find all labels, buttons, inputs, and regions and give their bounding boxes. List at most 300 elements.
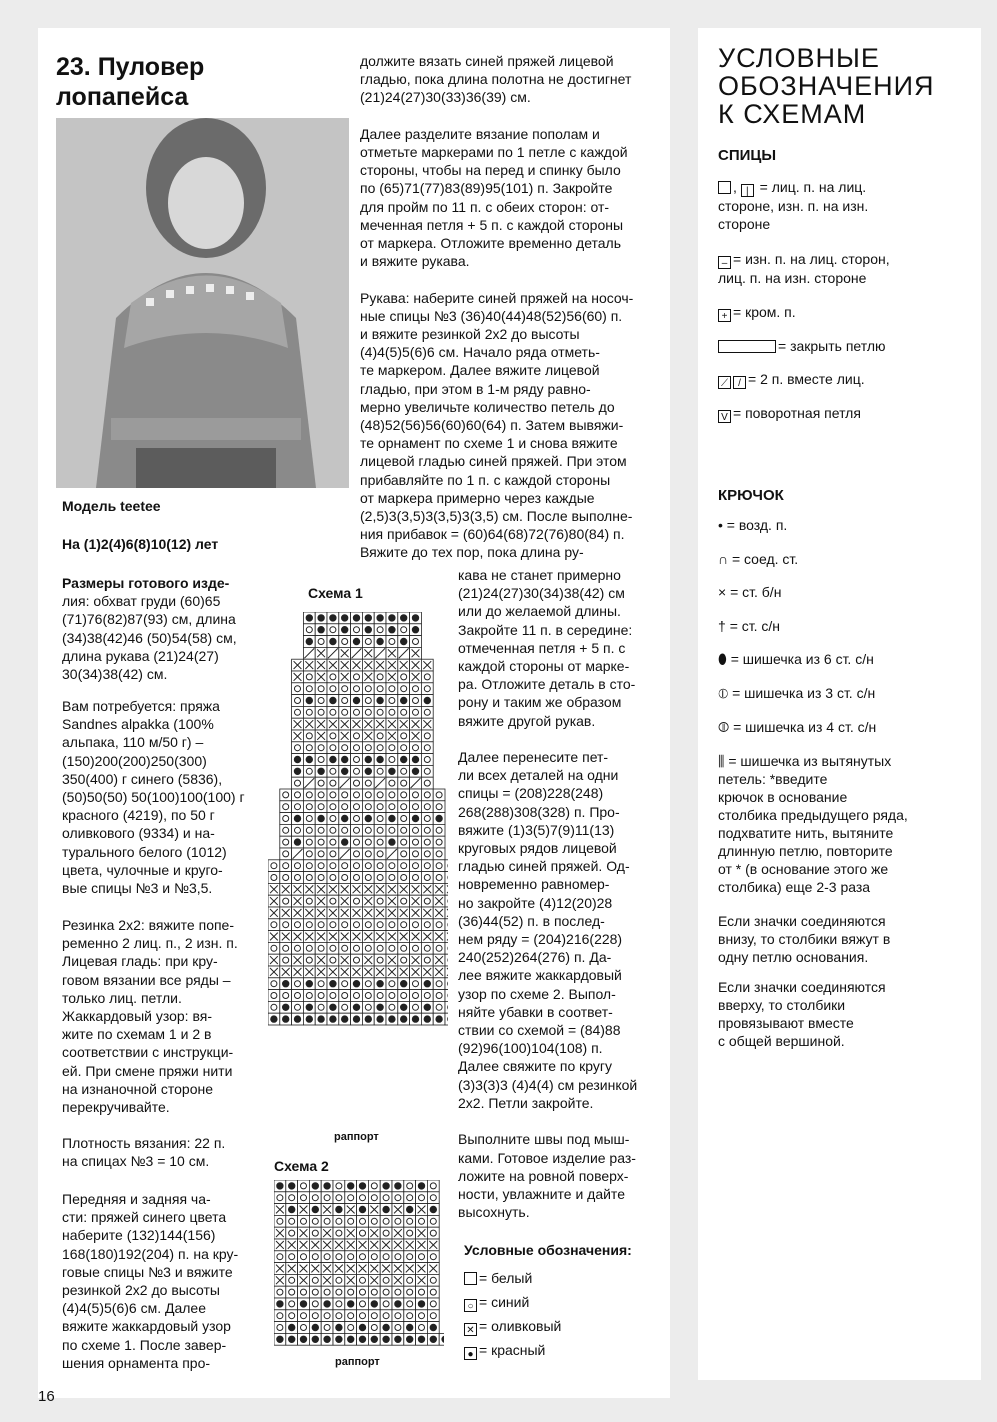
sym-sc: × = ст. б/н [718, 584, 782, 600]
sizes-line: (34)38(42)46 (50)54(58) см, [62, 629, 237, 646]
grid-mark [324, 1183, 330, 1189]
technique-line: Жаккардовый узор: вя- [62, 1008, 212, 1025]
grid-mark [401, 615, 407, 621]
grid-cell [351, 624, 363, 636]
grid-mark [365, 768, 371, 774]
grid-cell [410, 742, 422, 754]
grid-cell [427, 1251, 439, 1263]
grid-cell [351, 671, 363, 683]
bar-square-icon: | [741, 184, 754, 197]
grid-mark [283, 981, 289, 987]
text-line: ния прибавок = (60)64(68)72(76)80(84) п. [360, 526, 625, 543]
grid-cell [327, 954, 339, 966]
grid-cell [398, 824, 410, 836]
text-line: меченная петля + 5 п. с каждой стороны [360, 216, 624, 233]
grid-mark [306, 638, 312, 644]
bindoff-icon [718, 340, 776, 353]
grid-cell [333, 1192, 345, 1204]
grid-mark [395, 1336, 401, 1342]
model-photo [56, 118, 349, 488]
grid-cell [327, 824, 339, 836]
grid-cell [392, 1215, 404, 1227]
grid-cell [398, 624, 410, 636]
grid-mark [383, 1336, 389, 1342]
grid-mark [306, 981, 312, 987]
grid-cell [404, 1227, 416, 1239]
grid-mark [318, 615, 324, 621]
grid-mark [436, 1016, 442, 1022]
grid-cell [398, 789, 410, 801]
grid-cell [327, 624, 339, 636]
grid-cell [386, 942, 398, 954]
text-line: кава не станет примерно [458, 567, 621, 583]
text-line: (2,5)3(3,5)3(3,5)3(3,5) см. После выполне- [360, 508, 633, 525]
grid-mark [348, 1336, 354, 1342]
grid-mark [294, 768, 300, 774]
grid-cell [386, 990, 398, 1002]
grid-cell [286, 1274, 298, 1286]
grid-cell [374, 789, 386, 801]
grid-mark [342, 615, 348, 621]
materials-block [62, 697, 250, 897]
grid-cell [351, 801, 363, 813]
grid-cell [315, 777, 327, 789]
grid-cell [362, 777, 374, 789]
sizes-line: (71)76(82)87(93) см, длина [62, 611, 236, 628]
text-line: 268(288)308(328) п. Про- [458, 803, 620, 820]
materials-line: альпака, 110 м/50 г) – [62, 734, 204, 751]
front-back-block [62, 1190, 250, 1372]
technique-line: только лиц. петли. [62, 989, 182, 1006]
grid-cell [303, 683, 315, 695]
grid-cell [327, 848, 339, 860]
grid-mark [353, 981, 359, 987]
grid-cell [421, 860, 433, 872]
grid-cell [410, 695, 422, 707]
sym-dc: † = ст. с/н [718, 618, 781, 634]
grid-cell [421, 954, 433, 966]
text-line: Выполните швы под мыш- [458, 1131, 630, 1148]
grid-mark [377, 697, 383, 703]
grid-cell [286, 1251, 298, 1263]
grid-cell [421, 765, 433, 777]
grid-cell [292, 824, 304, 836]
grid-cell [303, 848, 315, 860]
grid-cell [427, 1180, 439, 1192]
grid-cell [362, 990, 374, 1002]
grid-cell [392, 1251, 404, 1263]
text-line: (3)3(3)3 (4)4(4) см резинкой [458, 1076, 638, 1093]
grid-cell [410, 848, 422, 860]
grid-cell [433, 860, 445, 872]
sym-edge: + = кром. п. [718, 303, 948, 322]
grid-mark [306, 697, 312, 703]
grid-mark [342, 1016, 348, 1022]
front-line: резинкой 2х2 до высоты [62, 1282, 220, 1299]
grid-cell [386, 824, 398, 836]
grid-cell [421, 671, 433, 683]
text-line: прибавляйте по 1 п. с каждой стороны [360, 471, 611, 488]
text-line: спицы = (208)228(248) [458, 785, 604, 802]
grid-cell [292, 789, 304, 801]
technique-line: Резинка 2х2: вяжите попе- [62, 917, 235, 933]
text-line: отметьте маркерами по 1 петле с каждой [360, 144, 628, 161]
text-line: стороны, чтобы на перед и спинку было [360, 162, 621, 179]
technique-line: ей. При смене пряжи нити [62, 1062, 233, 1079]
legend-white: = белый [464, 1270, 532, 1286]
bobble4-icon: ⦷ [718, 719, 734, 735]
grid-cell [333, 1274, 345, 1286]
grid-cell [404, 1180, 416, 1192]
legend-heading: УСЛОВНЫЕ ОБОЗНАЧЕНИЯ К СХЕМАМ [718, 43, 935, 129]
grid-cell [357, 1286, 369, 1298]
grid-cell [280, 860, 292, 872]
grid-cell [339, 872, 351, 884]
sym-puff: ⫼ = шишечка из вытянутых петель: *введите крючок в основание столбика предыдущего ряда, подхватите нить, вытяните длинную петлю, повторите от * (в основание этого же столбика) еще 2-3 раза [718, 753, 908, 895]
grid-cell [351, 813, 363, 825]
grid-cell [333, 1251, 345, 1263]
grid-cell [327, 730, 339, 742]
grid-cell [362, 872, 374, 884]
grid-cell [345, 1322, 357, 1334]
grid-cell [309, 1274, 321, 1286]
grid-mark [377, 638, 383, 644]
slash-square-icon: / [733, 376, 746, 389]
grid-cell [339, 683, 351, 695]
grid-mark [424, 697, 430, 703]
grid-cell [374, 765, 386, 777]
grid-cell [357, 1227, 369, 1239]
grid-cell [421, 706, 433, 718]
grid-mark [353, 638, 359, 644]
text-line: (92)96(100)104(108) п. [458, 1040, 603, 1057]
grid-cell [398, 683, 410, 695]
grid-mark [359, 1206, 365, 1212]
grid-mark [424, 981, 430, 987]
grid-cell [315, 990, 327, 1002]
grid-cell [321, 1310, 333, 1322]
grid-cell [374, 990, 386, 1002]
grid-cell [321, 1192, 333, 1204]
grid-cell [410, 836, 422, 848]
grid-mark [330, 638, 336, 644]
grid-cell [351, 777, 363, 789]
grid-mark [365, 627, 371, 633]
body-text-col2 [360, 52, 650, 562]
grid-cell [327, 836, 339, 848]
grid-cell [298, 1251, 310, 1263]
grid-cell [292, 919, 304, 931]
gauge-block [62, 1134, 250, 1170]
grid-cell [386, 860, 398, 872]
grid-cell [404, 1215, 416, 1227]
grid-cell [380, 1298, 392, 1310]
text-line: ли всех деталей на одни [458, 767, 619, 784]
grid-cell [280, 801, 292, 813]
text-line [360, 270, 650, 288]
text-line: Далее перенесите пет- [458, 749, 609, 766]
grid-mark [306, 756, 312, 762]
grid-cell [303, 860, 315, 872]
text-line: ствии со схемой = (84)88 [458, 1022, 621, 1039]
text-line: каждой стороны от марке- [458, 658, 630, 675]
grid-mark [324, 1336, 330, 1342]
grid-cell [339, 990, 351, 1002]
grid-cell [351, 954, 363, 966]
grid-cell [286, 1227, 298, 1239]
grid-cell [386, 978, 398, 990]
grid-cell [268, 978, 280, 990]
grid-cell [280, 848, 292, 860]
grid-cell [362, 742, 374, 754]
grid-cell [292, 683, 304, 695]
materials-line: 350(400) г синего (5836), [62, 770, 223, 787]
grid-cell [268, 1001, 280, 1013]
grid-cell [345, 1251, 357, 1263]
grid-cell [280, 954, 292, 966]
grid-mark [418, 1301, 424, 1307]
grid-cell [327, 742, 339, 754]
front-line: сти: пряжей синего цвета [62, 1209, 227, 1226]
grid-cell [315, 742, 327, 754]
grid-cell [433, 942, 445, 954]
grid-cell [398, 848, 410, 860]
grid-mark [377, 756, 383, 762]
sym-knit: , | = лиц. п. на лиц. стороне, изн. п. на изн. стороне [718, 179, 869, 232]
sym-turn: V = поворотная петля [718, 404, 948, 423]
schema2-chart [274, 1180, 444, 1352]
grid-cell [333, 1298, 345, 1310]
grid-cell [368, 1180, 380, 1192]
grid-mark [377, 981, 383, 987]
grid-cell [274, 1215, 286, 1227]
grid-cell [368, 1215, 380, 1227]
grid-cell [421, 990, 433, 1002]
grid-mark [348, 1183, 354, 1189]
text-line: лицевой гладью синей пряжей. При этом [360, 453, 627, 470]
grid-mark [377, 1016, 383, 1022]
grid-cell [386, 1001, 398, 1013]
dot-icon: • [718, 517, 727, 533]
grid-mark [312, 1324, 318, 1330]
model-name: Модель teetee [62, 498, 161, 514]
grid-mark [412, 815, 418, 821]
grid-mark [412, 627, 418, 633]
text-line: но закройте (4)12(20)28 [458, 894, 613, 911]
grid-cell [315, 978, 327, 990]
grid-mark [342, 756, 348, 762]
grid-cell [386, 742, 398, 754]
grid-cell [351, 754, 363, 766]
grid-cell [433, 919, 445, 931]
grid-mark [401, 1004, 407, 1010]
grid-cell [280, 789, 292, 801]
grid-cell [327, 942, 339, 954]
grid-mark [283, 1004, 289, 1010]
grid-mark [277, 1183, 283, 1189]
text-line: вяжите (1)3(5)7(9)11(13) [458, 821, 615, 838]
grid-cell [292, 1001, 304, 1013]
text-line [458, 1112, 654, 1130]
grid-cell [398, 942, 410, 954]
grid-cell [339, 942, 351, 954]
grid-mark [336, 1324, 342, 1330]
grid-mark [294, 756, 300, 762]
grid-cell [327, 683, 339, 695]
text-line: ложите на ровной поверх- [458, 1167, 629, 1184]
grid-mark [436, 815, 442, 821]
grid-cell [374, 801, 386, 813]
bobble6-icon: ⬮ [718, 651, 731, 667]
grid-cell [280, 919, 292, 931]
grid-cell [327, 895, 339, 907]
text-line: (48)52(56)56(60)60(64) п. Затем вывяжи- [360, 417, 624, 434]
grid-mark [342, 815, 348, 821]
grid-cell [386, 801, 398, 813]
sym-bindoff: = закрыть петлю [718, 337, 948, 355]
technique-line: соответствии с инструкци- [62, 1044, 234, 1061]
grid-cell [398, 836, 410, 848]
grid-cell [303, 942, 315, 954]
grid-cell [398, 706, 410, 718]
grid-cell [410, 1001, 422, 1013]
front-line: вяжите жаккардовый узор [62, 1318, 231, 1335]
grid-mark [401, 697, 407, 703]
schema1-rapport: раппорт [334, 1131, 379, 1143]
grid-cell [386, 683, 398, 695]
grid-cell [410, 942, 422, 954]
text-line: ные спицы №3 (36)40(44)48(52)56(60) п. [360, 307, 623, 324]
grid-cell [392, 1192, 404, 1204]
grid-cell [327, 801, 339, 813]
grid-cell [315, 919, 327, 931]
grid-cell [398, 730, 410, 742]
grid-cell [357, 1215, 369, 1227]
grid-cell [280, 942, 292, 954]
grid-mark [312, 1206, 318, 1212]
grid-cell [380, 1274, 392, 1286]
grid-cell [303, 813, 315, 825]
grid-cell [315, 848, 327, 860]
grid-mark [389, 768, 395, 774]
grid-cell [410, 978, 422, 990]
grid-cell [398, 801, 410, 813]
grid-mark [412, 756, 418, 762]
note-top: Если значки соединяются вверху, то столбики провязывают вместе с общей вершиной. [718, 979, 886, 1049]
grid-mark [312, 1183, 318, 1189]
grid-cell [280, 895, 292, 907]
grid-cell [333, 1310, 345, 1322]
materials-line: цвета, чулочные и круго- [62, 861, 223, 878]
grid-mark [365, 815, 371, 821]
grid-mark [442, 1336, 444, 1342]
grid-cell [274, 1251, 286, 1263]
grid-mark [300, 1301, 306, 1307]
front-line: наберите (132)144(156) [62, 1227, 216, 1244]
grid-cell [351, 824, 363, 836]
grid-cell [268, 872, 280, 884]
grid-cell [404, 1310, 416, 1322]
grid-cell [374, 954, 386, 966]
text-line: лее вяжите жаккардовый [458, 967, 622, 984]
sym-bobble3: ⦶ = шишечка из 3 ст. с/н [718, 685, 876, 701]
grid-cell [339, 801, 351, 813]
text-line: Рукава: наберите синей пряжей на носоч- [360, 289, 634, 306]
grid-cell [398, 813, 410, 825]
grid-mark [407, 1206, 413, 1212]
grid-cell [427, 1310, 439, 1322]
grid-cell [416, 1322, 428, 1334]
schema2-title: Схема 2 [274, 1158, 329, 1174]
grid-mark [342, 839, 348, 845]
grid-mark [306, 615, 312, 621]
grid-cell [351, 919, 363, 931]
grid-cell [280, 990, 292, 1002]
grid-cell [327, 765, 339, 777]
grid-cell [309, 1310, 321, 1322]
sizes-line: длина рукава (21)24(27) [62, 647, 219, 664]
technique-line: ременно 2 лиц. п., 2 изн. п. [62, 935, 238, 952]
grid-mark [342, 768, 348, 774]
grid-cell [303, 789, 315, 801]
schema1-title: Схема 1 [308, 585, 363, 601]
grid-cell [380, 1192, 392, 1204]
grid-cell [339, 706, 351, 718]
text-line: от маркера. Отложите временно деталь [360, 235, 622, 252]
grid-cell [421, 872, 433, 884]
grid-cell [292, 695, 304, 707]
grid-cell [303, 801, 315, 813]
grid-cell [374, 671, 386, 683]
text-line: (21)24(27)30(33)36(39) см. [360, 89, 531, 106]
text-line: рону и таким же образом [458, 694, 622, 711]
grid-cell [421, 848, 433, 860]
grid-cell [292, 860, 304, 872]
article-title: 23. Пуловер лопапейса [56, 53, 205, 111]
grid-mark [330, 981, 336, 987]
grid-cell [327, 706, 339, 718]
grid-cell [292, 990, 304, 1002]
grid-cell [286, 1192, 298, 1204]
grid-cell [303, 624, 315, 636]
grid-cell [357, 1310, 369, 1322]
grid-cell [309, 1286, 321, 1298]
grid-mark [365, 1016, 371, 1022]
grid-cell [380, 1227, 392, 1239]
text-line: круговых рядов лицевой [458, 840, 617, 857]
bobble3-icon: ⦶ [718, 685, 733, 701]
grid-cell [362, 695, 374, 707]
grid-cell [309, 1215, 321, 1227]
grid-mark [348, 1301, 354, 1307]
grid-cell [345, 1192, 357, 1204]
text-line: (4)4(5)5(6)6 см. Начало ряда отметь- [360, 344, 600, 361]
grid-cell [351, 765, 363, 777]
grid-cell [427, 1215, 439, 1227]
grid-cell [427, 1227, 439, 1239]
grid-cell [333, 1227, 345, 1239]
grid-cell [339, 636, 351, 648]
grid-cell [315, 706, 327, 718]
grid-mark [289, 1336, 295, 1342]
grid-cell [427, 1298, 439, 1310]
grid-cell [368, 1322, 380, 1334]
grid-cell [362, 919, 374, 931]
grid-mark [289, 1183, 295, 1189]
grid-cell [315, 942, 327, 954]
grid-mark [353, 697, 359, 703]
arc-icon: ∩ [718, 551, 732, 567]
